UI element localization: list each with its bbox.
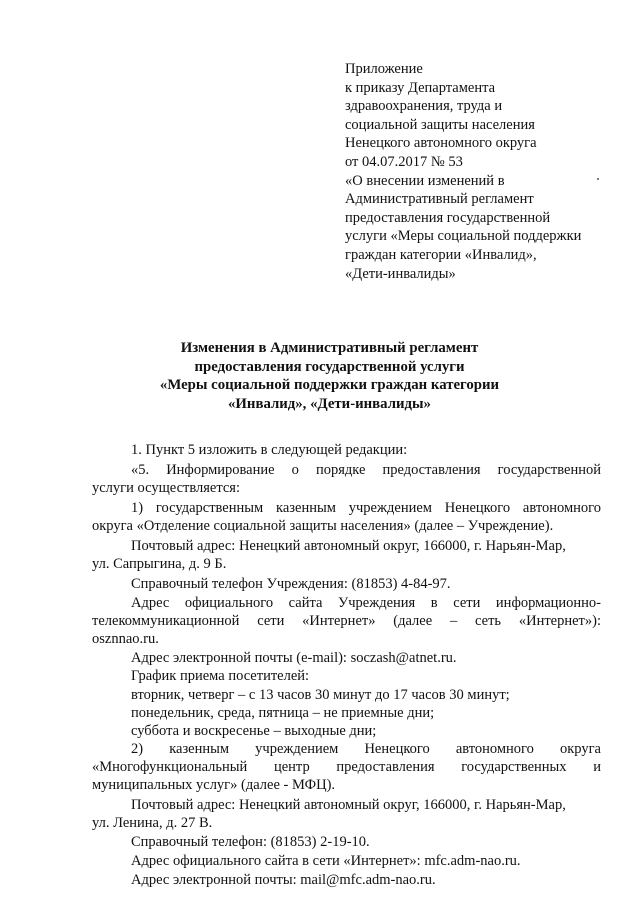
paragraph-line: Почтовый адрес: Ненецкий автономный округ, 166000, г. Нарьян-Мар,	[131, 797, 566, 813]
paragraph-line: Справочный телефон: (81853) 2-19-10.	[131, 834, 370, 850]
appendix-line: социальной защиты населения	[345, 116, 535, 133]
item-1-heading: 1. Пункт 5 изложить в следующей редакции:	[131, 442, 408, 458]
appendix-line: Ненецкого автономного округа	[345, 135, 537, 152]
appendix-line: граждан категории «Инвалид»,	[345, 246, 537, 263]
appendix-line: к приказу Департамента	[345, 79, 496, 96]
paragraph-line: 2) казенным учреждением Ненецкого автономного округа	[131, 741, 601, 757]
paragraph-line: муниципальных услуг» (далее - МФЦ).	[92, 777, 336, 793]
appendix-line: Приложение	[345, 61, 423, 77]
appendix-line: Административный регламент	[345, 191, 534, 208]
paragraph-line: услуги осуществляется:	[92, 480, 240, 496]
appendix-block	[345, 60, 615, 283]
appendix-line: «Дети-инвалиды»	[345, 265, 456, 282]
paragraph-line: osznnao.ru.	[92, 631, 159, 647]
appendix-line: услуги «Меры социальной поддержки	[345, 228, 582, 245]
paragraph-line: округа «Отделение социальной защиты населения» (далее – Учреждение).	[92, 518, 554, 534]
paragraph-line: суббота и воскресенье – выходные дни;	[131, 723, 377, 739]
paragraph-line: График приема посетителей:	[131, 668, 310, 684]
paragraph-line: 1) государственным казенным учреждением Ненецкого автономного	[131, 500, 601, 516]
paragraph-line: ул. Сапрыгина, д. 9 Б.	[92, 556, 227, 572]
appendix-line: от 04.07.2017 № 53	[345, 153, 463, 170]
appendix-line: «О внесении изменений в	[345, 172, 505, 189]
paragraph-line: понедельник, среда, пятница – не приемные дни;	[131, 705, 435, 721]
document-title	[92, 339, 567, 413]
appendix-line: предоставления государственной	[345, 209, 551, 226]
paragraph-line: «5. Информирование о порядке предоставления государственной	[131, 462, 601, 478]
scan-speck	[597, 178, 599, 180]
paragraph-line: Адрес официального сайта в сети «Интернет»: mfc.adm-nao.ru.	[131, 853, 521, 869]
paragraph-line: вторник, четверг – с 13 часов 30 минут до 17 часов 30 минут;	[131, 687, 510, 703]
paragraph-line: Адрес электронной почты (e-mail): soczash@atnet.ru.	[131, 650, 457, 666]
title-line: «Инвалид», «Дети-инвалиды»	[228, 395, 431, 412]
paragraph-line: Адрес официального сайта Учреждения в сети информационно-	[131, 595, 601, 611]
paragraph-line: Почтовый адрес: Ненецкий автономный округ, 166000, г. Нарьян-Мар,	[131, 538, 566, 554]
paragraph-line: ул. Ленина, д. 27 В.	[92, 815, 213, 831]
paragraph-line: Адрес электронной почты: mail@mfc.adm-nao.ru.	[131, 872, 436, 888]
paragraph-line: телекоммуникационной сети «Интернет» (далее – сеть «Интернет»):	[92, 613, 601, 629]
paragraph-line: Справочный телефон Учреждения: (81853) 4-84-97.	[131, 576, 451, 592]
paragraph-line: «Многофункциональный центр предоставления государственных и	[92, 759, 601, 775]
title-line: «Меры социальной поддержки граждан категории	[159, 377, 500, 394]
title-line: Изменения в Административный регламент	[180, 340, 479, 356]
appendix-line: здравоохранения, труда и	[345, 98, 503, 115]
title-line: предоставления государственной услуги	[194, 358, 465, 375]
